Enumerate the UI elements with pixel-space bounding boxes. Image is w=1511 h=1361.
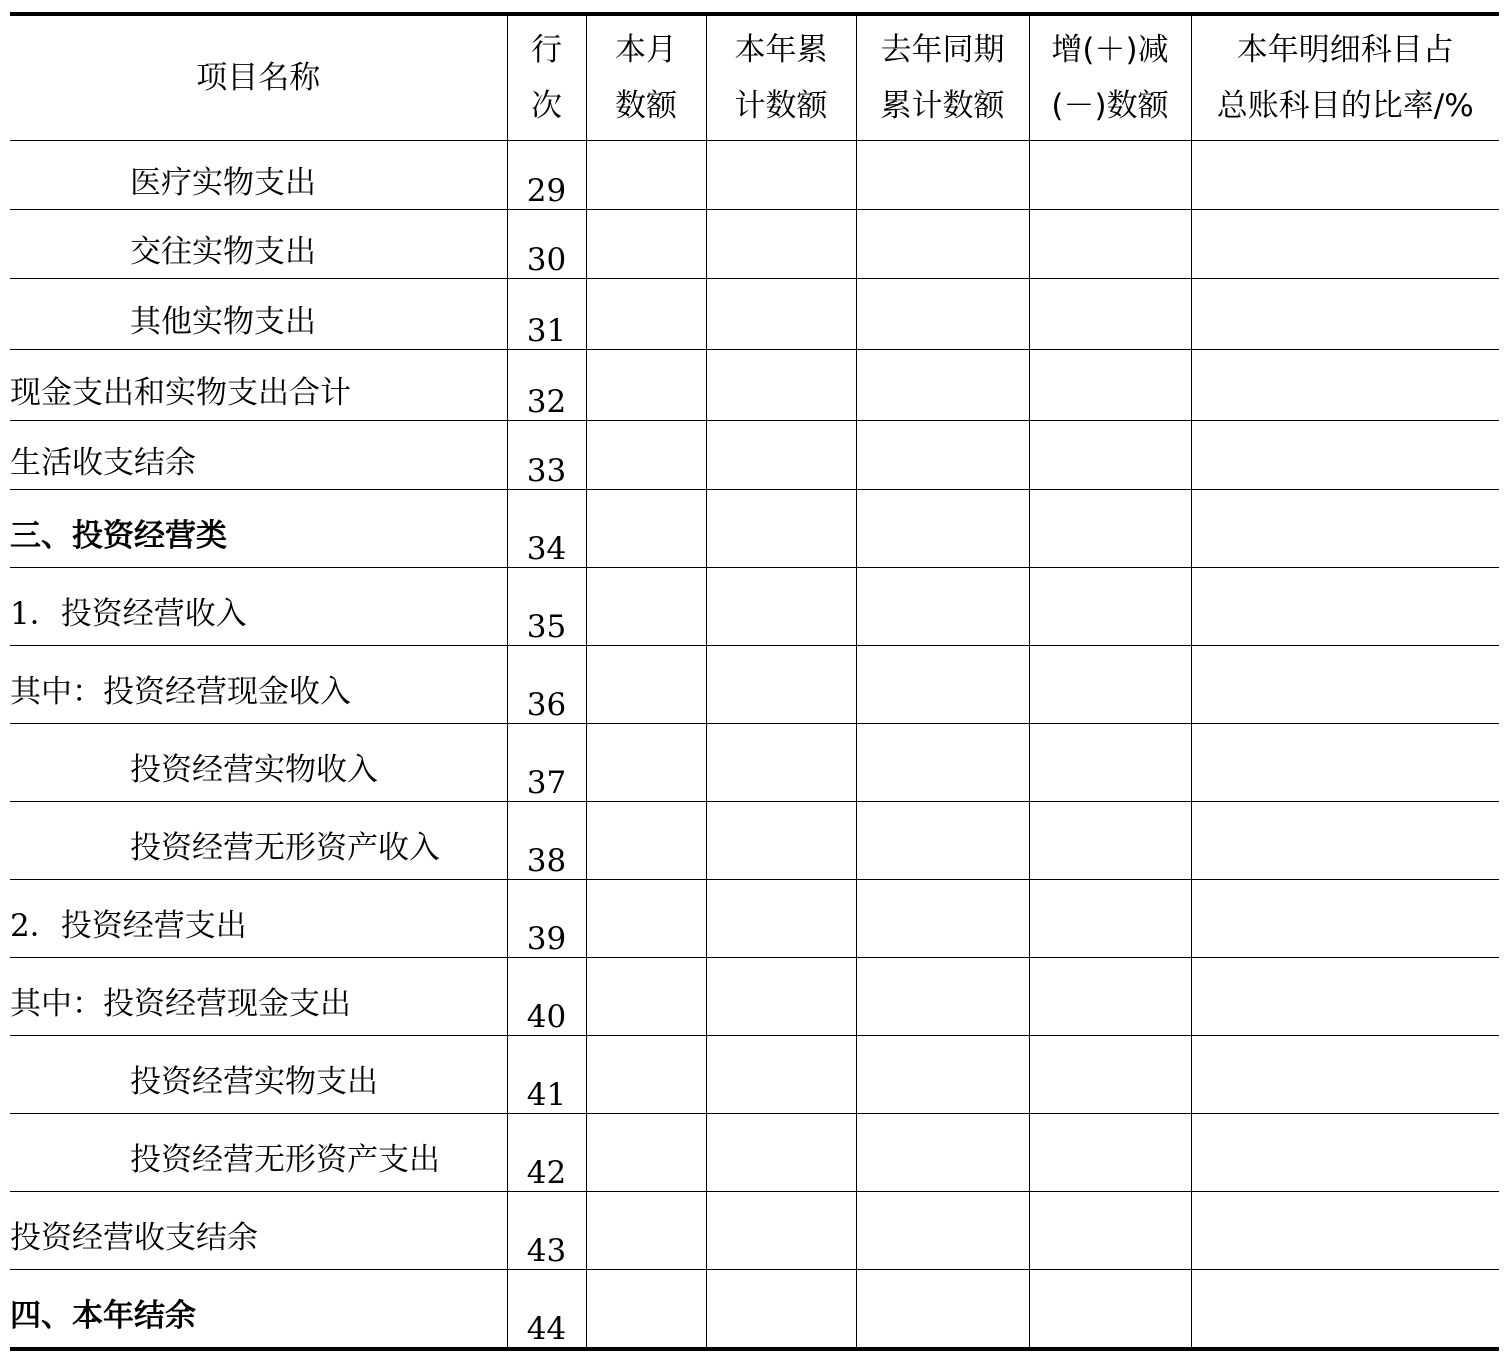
item-name-cell: 投资经营实物收入	[10, 724, 507, 802]
item-name-cell: 投资经营实物支出	[10, 1036, 507, 1114]
report-table	[10, 12, 1499, 1351]
value-cell[interactable]	[1029, 1270, 1191, 1350]
row-number-cell: 35	[507, 568, 586, 646]
value-cell[interactable]	[856, 568, 1029, 646]
value-cell[interactable]	[706, 724, 856, 802]
row-number-cell: 31	[507, 279, 586, 350]
row-number-cell: 36	[507, 646, 586, 724]
value-cell[interactable]	[1191, 880, 1499, 958]
value-cell[interactable]	[706, 880, 856, 958]
row-number-cell: 44	[507, 1270, 586, 1350]
item-name-cell: 生活收支结余	[10, 421, 507, 490]
value-cell[interactable]	[1029, 279, 1191, 350]
table-row	[10, 568, 1499, 646]
value-cell[interactable]	[586, 350, 706, 421]
value-cell[interactable]	[856, 724, 1029, 802]
value-cell[interactable]	[706, 1114, 856, 1192]
value-cell[interactable]	[586, 724, 706, 802]
value-cell[interactable]	[1029, 1036, 1191, 1114]
item-name-cell: 医疗实物支出	[10, 141, 507, 210]
value-cell[interactable]	[586, 1036, 706, 1114]
value-cell[interactable]	[1191, 279, 1499, 350]
value-cell[interactable]	[856, 880, 1029, 958]
row-number-cell: 32	[507, 350, 586, 421]
row-number-cell: 40	[507, 958, 586, 1036]
table-row	[10, 724, 1499, 802]
value-cell[interactable]	[1029, 1192, 1191, 1270]
value-cell[interactable]	[586, 421, 706, 490]
item-name-cell: 交往实物支出	[10, 210, 507, 279]
table-row	[10, 141, 1499, 210]
value-cell[interactable]	[586, 1192, 706, 1270]
value-cell[interactable]	[1191, 646, 1499, 724]
item-name-cell: 其他实物支出	[10, 279, 507, 350]
value-cell[interactable]	[586, 490, 706, 568]
header-last-year-same-period: 去年同期 累计数额	[856, 14, 1029, 141]
table-row	[10, 1036, 1499, 1114]
value-cell[interactable]	[706, 1192, 856, 1270]
value-cell[interactable]	[706, 490, 856, 568]
table-row	[10, 1114, 1499, 1192]
item-name-cell: 2．投资经营支出	[10, 880, 507, 958]
row-number-cell: 33	[507, 421, 586, 490]
item-name-cell: 投资经营收支结余	[10, 1192, 507, 1270]
value-cell[interactable]	[1191, 421, 1499, 490]
value-cell[interactable]	[1029, 724, 1191, 802]
value-cell[interactable]	[586, 802, 706, 880]
row-number-cell: 43	[507, 1192, 586, 1270]
value-cell[interactable]	[1191, 490, 1499, 568]
item-name-cell: 投资经营无形资产收入	[10, 802, 507, 880]
value-cell[interactable]	[1191, 1192, 1499, 1270]
value-cell[interactable]	[1029, 880, 1191, 958]
row-number-cell: 37	[507, 724, 586, 802]
value-cell[interactable]	[1191, 802, 1499, 880]
value-cell[interactable]	[1191, 1270, 1499, 1350]
row-number-cell: 30	[507, 210, 586, 279]
value-cell[interactable]	[856, 1192, 1029, 1270]
value-cell[interactable]	[706, 1270, 856, 1350]
value-cell[interactable]	[1029, 210, 1191, 279]
value-cell[interactable]	[586, 1114, 706, 1192]
row-number-cell: 34	[507, 490, 586, 568]
table-row	[10, 646, 1499, 724]
value-cell[interactable]	[1029, 421, 1191, 490]
header-item-name: 项目名称	[10, 14, 507, 141]
value-cell[interactable]	[856, 421, 1029, 490]
item-name-cell: 其中：投资经营现金支出	[10, 958, 507, 1036]
header-ratio: 本年明细科目占 总账科目的比率/%	[1191, 14, 1499, 141]
value-cell[interactable]	[586, 141, 706, 210]
value-cell[interactable]	[706, 350, 856, 421]
value-cell[interactable]	[1191, 350, 1499, 421]
row-number-cell: 41	[507, 1036, 586, 1114]
table-row	[10, 279, 1499, 350]
value-cell[interactable]	[856, 210, 1029, 279]
value-cell[interactable]	[586, 279, 706, 350]
value-cell[interactable]	[706, 141, 856, 210]
value-cell[interactable]	[856, 490, 1029, 568]
item-name-cell: 1．投资经营收入	[10, 568, 507, 646]
header-row-no: 行 次	[507, 14, 586, 141]
value-cell[interactable]	[706, 958, 856, 1036]
row-number-cell: 39	[507, 880, 586, 958]
table-row	[10, 421, 1499, 490]
value-cell[interactable]	[1029, 568, 1191, 646]
value-cell[interactable]	[1191, 141, 1499, 210]
value-cell[interactable]	[856, 646, 1029, 724]
table-row	[10, 958, 1499, 1036]
value-cell[interactable]	[1029, 646, 1191, 724]
value-cell[interactable]	[856, 279, 1029, 350]
value-cell[interactable]	[1029, 802, 1191, 880]
value-cell[interactable]	[586, 568, 706, 646]
value-cell[interactable]	[1029, 1114, 1191, 1192]
value-cell[interactable]	[706, 568, 856, 646]
row-number-cell: 38	[507, 802, 586, 880]
value-cell[interactable]	[586, 210, 706, 279]
value-cell[interactable]	[706, 646, 856, 724]
value-cell[interactable]	[856, 350, 1029, 421]
value-cell[interactable]	[1191, 1036, 1499, 1114]
header-increase-decrease: 增(＋)减 (－)数额	[1029, 14, 1191, 141]
value-cell[interactable]	[1191, 568, 1499, 646]
item-name-cell: 现金支出和实物支出合计	[10, 350, 507, 421]
value-cell[interactable]	[706, 279, 856, 350]
header-row	[10, 14, 1499, 141]
value-cell[interactable]	[1191, 724, 1499, 802]
value-cell[interactable]	[706, 802, 856, 880]
section-heading-cell: 四、本年结余	[10, 1270, 507, 1350]
value-cell[interactable]	[1029, 350, 1191, 421]
value-cell[interactable]	[856, 1036, 1029, 1114]
value-cell[interactable]	[706, 210, 856, 279]
table-row	[10, 210, 1499, 279]
value-cell[interactable]	[586, 1270, 706, 1350]
table-row	[10, 490, 1499, 568]
header-this-month: 本月 数额	[586, 14, 706, 141]
value-cell[interactable]	[1191, 1114, 1499, 1192]
value-cell[interactable]	[856, 802, 1029, 880]
value-cell[interactable]	[1029, 490, 1191, 568]
row-number-cell: 42	[507, 1114, 586, 1192]
value-cell[interactable]	[856, 1114, 1029, 1192]
value-cell[interactable]	[856, 1270, 1029, 1350]
value-cell[interactable]	[856, 958, 1029, 1036]
table-row	[10, 880, 1499, 958]
table-row	[10, 1270, 1499, 1350]
row-number-cell: 29	[507, 141, 586, 210]
value-cell[interactable]	[856, 141, 1029, 210]
table-row	[10, 1192, 1499, 1270]
value-cell[interactable]	[586, 880, 706, 958]
item-name-cell: 投资经营无形资产支出	[10, 1114, 507, 1192]
value-cell[interactable]	[1191, 210, 1499, 279]
item-name-cell: 其中：投资经营现金收入	[10, 646, 507, 724]
value-cell[interactable]	[706, 1036, 856, 1114]
value-cell[interactable]	[586, 958, 706, 1036]
header-year-to-date: 本年累 计数额	[706, 14, 856, 141]
value-cell[interactable]	[706, 421, 856, 490]
value-cell[interactable]	[1029, 141, 1191, 210]
table-row	[10, 350, 1499, 421]
table-row	[10, 802, 1499, 880]
value-cell[interactable]	[1029, 958, 1191, 1036]
section-heading-cell: 三、投资经营类	[10, 490, 507, 568]
value-cell[interactable]	[1191, 958, 1499, 1036]
value-cell[interactable]	[586, 646, 706, 724]
